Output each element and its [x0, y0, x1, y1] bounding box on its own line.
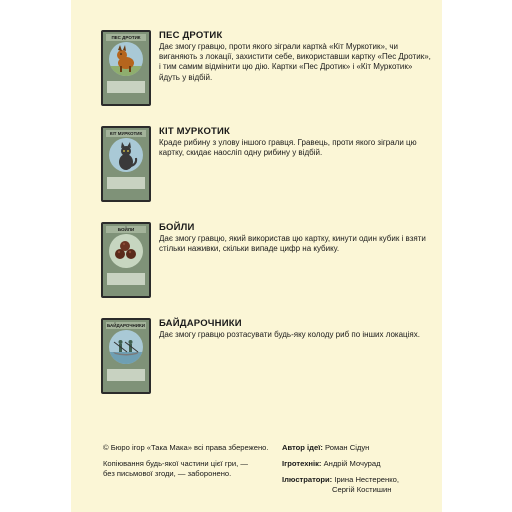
- copyright-text: © Бюро ігор «Така Мака» всі права збережено.: [103, 443, 269, 452]
- copy-notice-line-1: Копіювання будь-якої частини цієї гри, —: [103, 459, 248, 468]
- credit-illustrator-1: Ірина Нестеренко,: [334, 475, 399, 484]
- card-entry-baidarochnyky: [101, 318, 431, 398]
- card-thumbnail: [101, 126, 151, 202]
- card-description: Дає змогу гравцю, проти якого зіграли карткà «Кіт Муркотик», чи виганяють з локації, захистити себе, використавши картку «Пес Дротик», і тим самим відмінити цю дію. Картки «Пес Дротик» і «Кіт Муркотик» йдуть у відбій.: [159, 42, 431, 82]
- credit-illustrators-label: Ілюстратори:: [282, 475, 333, 484]
- credit-tech-label: Ігротехнік:: [282, 459, 322, 468]
- card-description: Дає змогу гравцю, який використав цю картку, кинути один кубик і взяти стільки наживки, скільки випаде цифр на кубику.: [159, 234, 426, 254]
- footer-copyright-block: [103, 443, 273, 479]
- card-thumbnail: [101, 318, 151, 394]
- credit-tech: [282, 459, 442, 469]
- dog-icon: [109, 42, 143, 76]
- card-title: КІТ МУРКОТИК: [159, 126, 231, 137]
- card-title: БАЙДАРОЧНИКИ: [159, 318, 242, 329]
- bait-balls-icon: [109, 234, 143, 268]
- card-thumbnail-text: [107, 369, 145, 381]
- rules-page: [71, 0, 442, 512]
- credit-illustrator-2-line: [282, 485, 442, 495]
- card-title: БОЙЛИ: [159, 222, 195, 233]
- card-thumbnail-text: [107, 177, 145, 189]
- card-thumbnail-text: [107, 273, 145, 285]
- credit-illustrators: [282, 475, 442, 485]
- footer-credits-block: [282, 443, 442, 495]
- cat-icon: [109, 138, 143, 172]
- card-thumbnail-text: [107, 81, 145, 93]
- card-entry-boily: [101, 222, 431, 302]
- credit-author-label: Автор ідеї:: [282, 443, 323, 452]
- card-thumbnail: [101, 222, 151, 298]
- card-title: ПЕС ДРОТИК: [159, 30, 223, 41]
- card-entry-kit-murkotyk: [101, 126, 431, 206]
- card-thumbnail-title: ПЕС ДРОТИК: [106, 34, 146, 41]
- kayakers-icon: [109, 330, 143, 364]
- copy-notice-line-2: без письмової згоди, — заборонено.: [103, 469, 232, 478]
- credit-tech-name: Андрій Мочурад: [323, 459, 381, 468]
- card-thumbnail-title: КІТ МУРКОТИК: [106, 130, 146, 137]
- card-thumbnail: [101, 30, 151, 106]
- card-entry-pes-drotyk: [101, 30, 431, 110]
- credit-illustrator-2: Сергій Костишин: [332, 485, 392, 494]
- card-description: Краде рибину з улову іншого гравця. Гравець, проти якого зіграли цю картку, скидає наосліп одну рибину у відбій.: [159, 138, 417, 158]
- credit-author-name: Роман Сідун: [325, 443, 370, 452]
- card-thumbnail-title: БОЙЛИ: [106, 226, 146, 233]
- credit-author: [282, 443, 442, 453]
- card-thumbnail-title: БАЙДАРОЧНИКИ: [106, 323, 146, 328]
- card-description: Дає змогу гравцю розтасувати будь-яку колоду риб по інших локаціях.: [159, 330, 420, 339]
